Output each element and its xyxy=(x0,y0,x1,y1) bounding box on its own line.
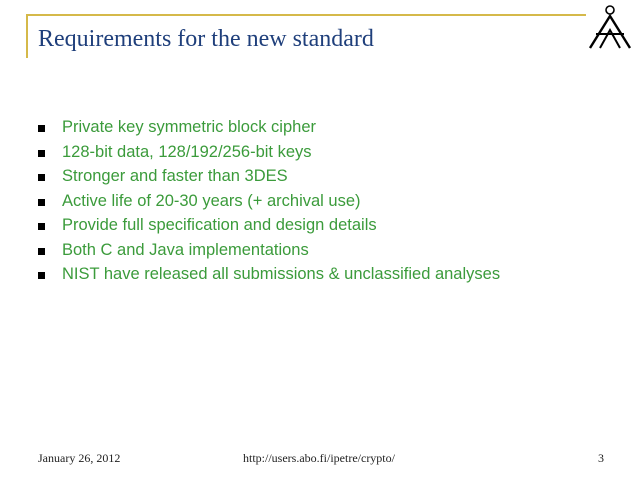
header-side-rule xyxy=(26,14,28,58)
square-bullet-icon xyxy=(38,125,45,132)
page-number: 3 xyxy=(598,451,604,465)
bullet-text: Stronger and faster than 3DES xyxy=(62,167,288,185)
bullet-text: NIST have released all submissions & unclassified analyses xyxy=(62,265,501,283)
bullet-item xyxy=(38,116,598,141)
footer-url[interactable]: http://users.abo.fi/ipetre/crypto/ xyxy=(243,451,395,465)
square-bullet-icon xyxy=(38,174,45,181)
bullet-item xyxy=(38,263,598,288)
bullet-item xyxy=(38,239,598,264)
bullet-text: 128-bit data, 128/192/256-bit keys xyxy=(62,142,312,161)
bullet-text: Private key symmetric block cipher xyxy=(62,118,316,136)
abo-akademi-logo-icon xyxy=(586,4,634,50)
square-bullet-icon xyxy=(38,272,45,279)
footer-date: January 26, 2012 xyxy=(38,451,121,465)
bullet-text: Provide full specification and design details xyxy=(62,216,377,234)
bullet-item xyxy=(38,190,598,215)
bullet-item xyxy=(38,214,598,239)
square-bullet-icon xyxy=(38,150,45,157)
square-bullet-icon xyxy=(38,199,45,206)
bullet-text: Both C and Java implementations xyxy=(62,240,309,259)
bullet-text: Active life of 20-30 years (+ archival use) xyxy=(62,191,361,210)
bullet-item xyxy=(38,165,598,190)
square-bullet-icon xyxy=(38,248,45,255)
bullet-list xyxy=(38,116,598,288)
square-bullet-icon xyxy=(38,223,45,230)
slide-title: Requirements for the new standard xyxy=(38,26,374,52)
header-rule xyxy=(26,14,586,16)
bullet-item xyxy=(38,141,598,166)
